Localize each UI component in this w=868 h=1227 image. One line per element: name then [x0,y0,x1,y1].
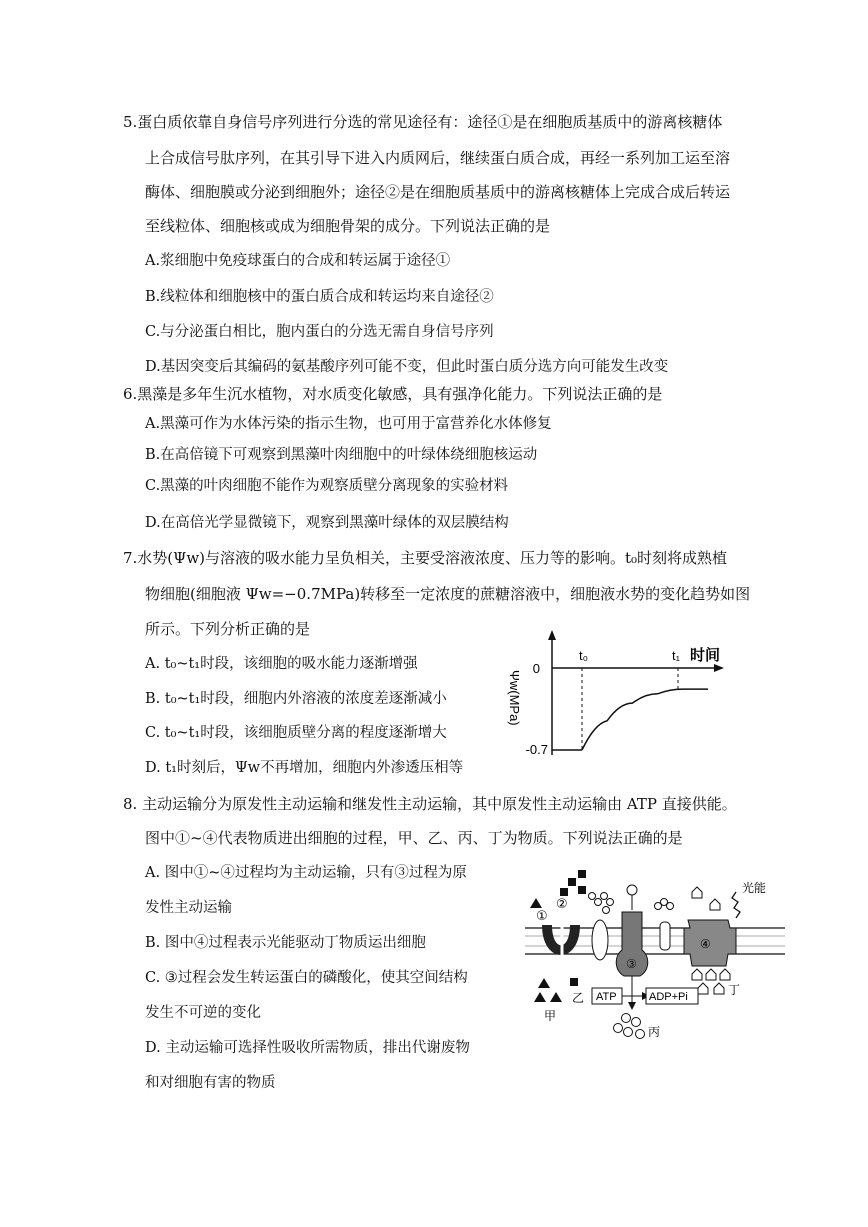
ding-outside-1 [692,887,702,898]
q7-option-b: B. t₀~t₁时段，细胞内外溶液的浓度差逐渐减小 [145,691,447,707]
label-process-2: ② [556,896,568,911]
q7-option-a: A. t₀~t₁时段，该细胞的吸水能力逐渐增强 [145,656,418,672]
label-bing: 丙 [648,1025,661,1039]
triangle-jia-3 [550,992,562,1002]
x-tick-t1: t₁ [672,648,680,663]
x-tick-t0: t₀ [579,648,589,663]
q7-option-d: D. t₁时刻后，Ψw不再增加，细胞内外渗透压相等 [145,760,464,776]
square-yi-1 [568,878,576,886]
square-yi-2 [578,870,586,878]
triangle-jia-2 [534,992,546,1002]
water-potential-chart [500,620,740,770]
y-tick-0: 0 [532,661,540,676]
q6-option-d: D.在高倍光学显微镜下，观察到黑藻叶绿体的双层膜结构 [145,515,509,531]
q8-option-b: B. 图中④过程表示光能驱动丁物质运出细胞 [145,935,426,951]
label-ding: 丁 [728,983,741,997]
q6-stem-line-1: 6.黑藻是多年生沉水植物，对水质变化敏感，具有强净化能力。下列说法正确的是 [123,385,663,403]
q6-option-a: A.黑藻可作为水体污染的指示生物，也可用于富营养化水体修复 [145,416,552,432]
label-atp: ATP [596,991,617,1003]
q5-option-b: B.线粒体和细胞核中的蛋白质合成和转运均来自途径② [145,289,494,305]
label-process-3: ③ [626,957,637,971]
q5-option-d: D.基因突变后其编码的氨基酸序列可能不变，但此时蛋白质分选方向可能发生改变 [145,359,669,375]
q7-stem-line-2: 物细胞(细胞液 Ψw=−0.7MPa)转移至一定浓度的蔗糖溶液中，细胞液水势的变化趋势如图 [145,585,751,603]
y-axis-arrow [548,630,556,640]
square-yi-4 [578,886,586,894]
label-light: 光能 [742,881,767,895]
square-yi-inside [570,978,578,986]
x-axis-arrow [714,664,724,672]
q7-stem-line-3: 所示。下列分析正确的是 [145,620,311,638]
q8-option-a-line-2: 发性主动运输 [145,900,232,916]
label-adp: ADP+Pi [649,991,688,1003]
q8-stem-line-2: 图中①~④代表物质进出细胞的过程，甲、乙、丙、丁为物质。下列说法正确的是 [145,829,683,847]
q5-option-c: C.与分泌蛋白相比，胞内蛋白的分选无需自身信号序列 [145,324,494,340]
y-axis-label: Ψw(MPa) [507,670,522,726]
label-process-4: ④ [700,937,711,951]
square-yi-3 [560,888,568,896]
water-potential-curve [582,689,708,750]
q5-stem-line-1: 5.蛋白质依靠自身信号序列进行分选的常见途径有：途径①是在细胞质基质中的游离核糖体 [123,113,723,131]
membrane-transport-diagram [520,870,790,1040]
receptor-protein [660,922,670,950]
q6-option-b: B.在高倍镜下可观察到黑藻叶肉细胞中的叶绿体绕细胞核运动 [145,447,538,463]
q5-stem-line-2: 上合成信号肽序列，在其引导下进入内质网后，继续蛋白质合成，再经一系列加工运至溶 [145,149,731,167]
q5-option-a: A.浆细胞中免疫球蛋白的合成和转运属于途径① [145,253,451,269]
label-yi: 乙 [572,991,585,1005]
y-tick-minus-0-7: -0.7 [525,742,548,757]
q5-stem-line-3: 酶体、细胞膜或分泌到细胞外；途径②是在细胞质基质中的游离核糖体上完成合成后转运 [145,183,731,201]
light-wave [732,892,740,918]
q6-option-c: C.黑藻的叶肉细胞不能作为观察质壁分离现象的实验材料 [145,478,509,494]
label-process-1: ① [536,908,548,923]
q5-stem-line-4: 至线粒体、细胞核或成为细胞骨架的成分。下列说法正确的是 [145,217,551,235]
signal-molecule-circle [627,885,637,895]
q7-stem-line-1: 7.水势(Ψw)与溶液的吸水能力呈负相关，主要受溶液浓度、压力等的影响。t₀时刻将成熟植 [123,549,728,567]
label-jia: 甲 [544,1009,557,1023]
q8-option-a-line-1: A. 图中①~④过程均为主动运输，只有③过程为原 [145,865,467,881]
q8-option-d-line-1: D. 主动运输可选择性吸收所需物质，排出代谢废物 [145,1040,470,1056]
q8-option-d-line-2: 和对细胞有害的物质 [145,1075,276,1091]
ding-outside-2 [710,899,720,910]
triangle-jia-1 [538,978,550,988]
q8-option-c-line-2: 发生不可逆的变化 [145,1005,261,1021]
q7-option-c: C. t₀~t₁时段，该细胞质壁分离的程度逐渐增大 [145,725,447,741]
q8-option-c-line-1: C. ③过程会发生转运蛋白的磷酸化，使其空间结构 [145,970,468,986]
channel-protein [592,920,608,960]
q8-stem-line-1: 8. 主动运输分为原发性主动运输和继发性主动运输，其中原发性主动运输由 ATP 直接供能。 [123,795,737,813]
x-axis-label: 时间 [690,647,721,664]
triangle-jia-outside [530,898,542,908]
